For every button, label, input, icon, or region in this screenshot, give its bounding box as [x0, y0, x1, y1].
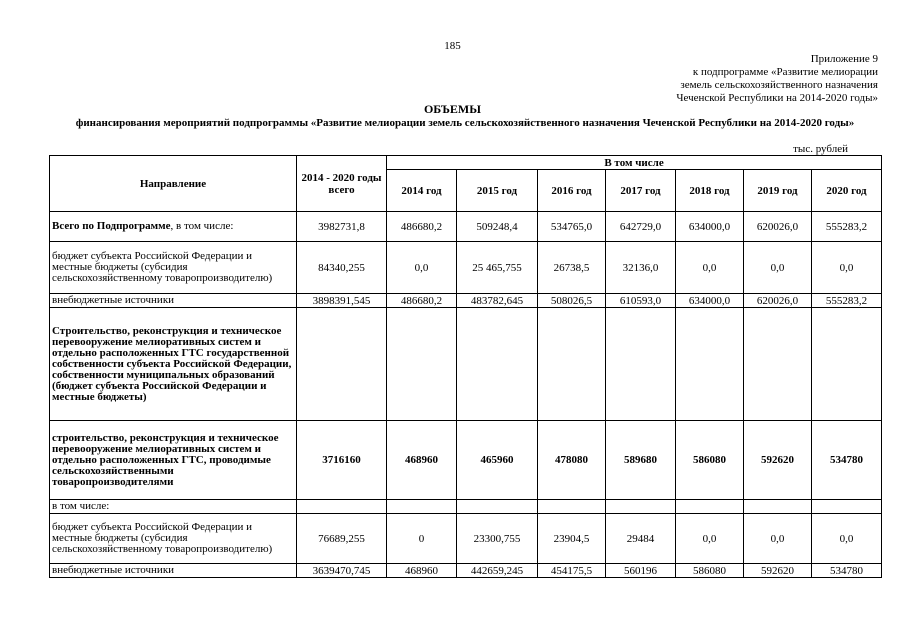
cell-value: 3982731,8 — [297, 212, 387, 242]
cell-empty — [538, 500, 606, 514]
header-year: 2018 год — [676, 170, 744, 212]
cell-value: 0,0 — [676, 514, 744, 564]
cell-empty — [676, 500, 744, 514]
cell-empty — [387, 308, 457, 421]
cell-empty — [606, 308, 676, 421]
cell-value: 0,0 — [744, 514, 812, 564]
cell-value: 586080 — [676, 421, 744, 500]
table-row-extrabudget — [50, 294, 882, 308]
cell-value: 483782,645 — [457, 294, 538, 308]
cell-value: 586080 — [676, 564, 744, 578]
header-year: 2017 год — [606, 170, 676, 212]
cell-value: 0,0 — [744, 242, 812, 294]
header-year: 2020 год — [812, 170, 882, 212]
cell-value: 25 465,755 — [457, 242, 538, 294]
cell-value: 486680,2 — [387, 294, 457, 308]
cell-value: 468960 — [387, 564, 457, 578]
table-row-construction-state — [50, 308, 882, 421]
cell-empty — [297, 500, 387, 514]
cell-value: 620026,0 — [744, 212, 812, 242]
cell-value: 0,0 — [676, 242, 744, 294]
cell-value: 610593,0 — [606, 294, 676, 308]
cell-value: 555283,2 — [812, 294, 882, 308]
row-label: бюджет субъекта Российской Федерации и местные бюджеты (субсидия сельскохозяйственному товаропроизводителю) — [50, 242, 297, 294]
cell-value: 454175,5 — [538, 564, 606, 578]
cell-empty — [812, 500, 882, 514]
table-row-construction-producers — [50, 421, 882, 500]
cell-value: 32136,0 — [606, 242, 676, 294]
cell-value: 0,0 — [812, 514, 882, 564]
cell-empty — [744, 500, 812, 514]
cell-value: 29484 — [606, 514, 676, 564]
cell-empty — [387, 500, 457, 514]
table-row-extrabudget — [50, 564, 882, 578]
cell-value: 84340,255 — [297, 242, 387, 294]
row-label — [50, 212, 297, 242]
cell-value: 26738,5 — [538, 242, 606, 294]
table-row-total — [50, 212, 882, 242]
cell-value: 555283,2 — [812, 212, 882, 242]
row-label: бюджет субъекта Российской Федерации и местные бюджеты (субсидия сельскохозяйственному товаропроизводителю) — [50, 514, 297, 564]
appendix-note — [676, 53, 878, 105]
financing-table — [49, 155, 882, 578]
cell-empty — [676, 308, 744, 421]
document-subtitle: финансирования мероприятий подпрограммы «Развитие мелиорации земель сельскохозяйственного назначения Чеченской Республики на 2014-2020 годы» — [75, 117, 855, 129]
cell-value: 478080 — [538, 421, 606, 500]
cell-value: 634000,0 — [676, 212, 744, 242]
header-year: 2019 год — [744, 170, 812, 212]
row-label-bold: Всего по Подпрограмме — [52, 220, 171, 232]
appendix-line: к подпрограмме «Развитие мелиорации — [692, 66, 878, 78]
cell-empty — [538, 308, 606, 421]
cell-value: 592620 — [744, 564, 812, 578]
row-label: строительство, реконструкция и техническое перевооружение мелиоративных систем и отдельно расположенных ГТС, проводимые сельскохозяйственными товаропроизводителями — [50, 421, 297, 500]
row-label: Строительство, реконструкция и техническое перевооружение мелиоративных систем и отдельно расположенных ГТС государственной собственности субъекта Российской Федерации, собственности муниципальных образований (бюджет субъекта Российской Федерации и местные бюджеты) — [50, 308, 297, 421]
table-row-including — [50, 500, 882, 514]
cell-value: 634000,0 — [676, 294, 744, 308]
header-total: 2014 - 2020 годы всего — [297, 156, 387, 212]
header-including: В том числе — [387, 156, 882, 170]
cell-value: 486680,2 — [387, 212, 457, 242]
header-year: 2014 год — [387, 170, 457, 212]
cell-value: 3639470,745 — [297, 564, 387, 578]
cell-value: 23904,5 — [538, 514, 606, 564]
table-row-budget — [50, 242, 882, 294]
appendix-line: Чеченской Республики на 2014-2020 годы» — [676, 92, 878, 104]
header-year: 2016 год — [538, 170, 606, 212]
cell-value: 589680 — [606, 421, 676, 500]
document-title: ОБЪЕМЫ — [423, 102, 482, 116]
cell-value: 534780 — [812, 421, 882, 500]
row-label: внебюджетные источники — [50, 294, 297, 308]
cell-value: 465960 — [457, 421, 538, 500]
cell-empty — [812, 308, 882, 421]
cell-value: 0 — [387, 514, 457, 564]
cell-empty — [297, 308, 387, 421]
cell-value: 508026,5 — [538, 294, 606, 308]
header-direction: Направление — [50, 156, 297, 212]
cell-value: 0,0 — [387, 242, 457, 294]
cell-value: 534765,0 — [538, 212, 606, 242]
row-label: внебюджетные источники — [50, 564, 297, 578]
cell-empty — [744, 308, 812, 421]
cell-value: 23300,755 — [457, 514, 538, 564]
units-label: тыс. рублей — [793, 143, 848, 155]
row-label-rest: , в том числе: — [170, 220, 234, 232]
cell-value: 560196 — [606, 564, 676, 578]
cell-value: 468960 — [387, 421, 457, 500]
cell-value: 642729,0 — [606, 212, 676, 242]
cell-value: 592620 — [744, 421, 812, 500]
appendix-line: Приложение 9 — [810, 53, 878, 65]
cell-empty — [457, 308, 538, 421]
cell-value: 3898391,545 — [297, 294, 387, 308]
cell-value: 442659,245 — [457, 564, 538, 578]
cell-value: 3716160 — [297, 421, 387, 500]
cell-value: 509248,4 — [457, 212, 538, 242]
table-row-budget — [50, 514, 882, 564]
cell-empty — [457, 500, 538, 514]
cell-value: 0,0 — [812, 242, 882, 294]
cell-value: 76689,255 — [297, 514, 387, 564]
cell-empty — [606, 500, 676, 514]
page-number: 185 — [444, 40, 461, 52]
header-year: 2015 год — [457, 170, 538, 212]
row-label: в том числе: — [50, 500, 297, 514]
cell-value: 534780 — [812, 564, 882, 578]
cell-value: 620026,0 — [744, 294, 812, 308]
appendix-line: земель сельскохозяйственного назначения — [680, 79, 878, 91]
